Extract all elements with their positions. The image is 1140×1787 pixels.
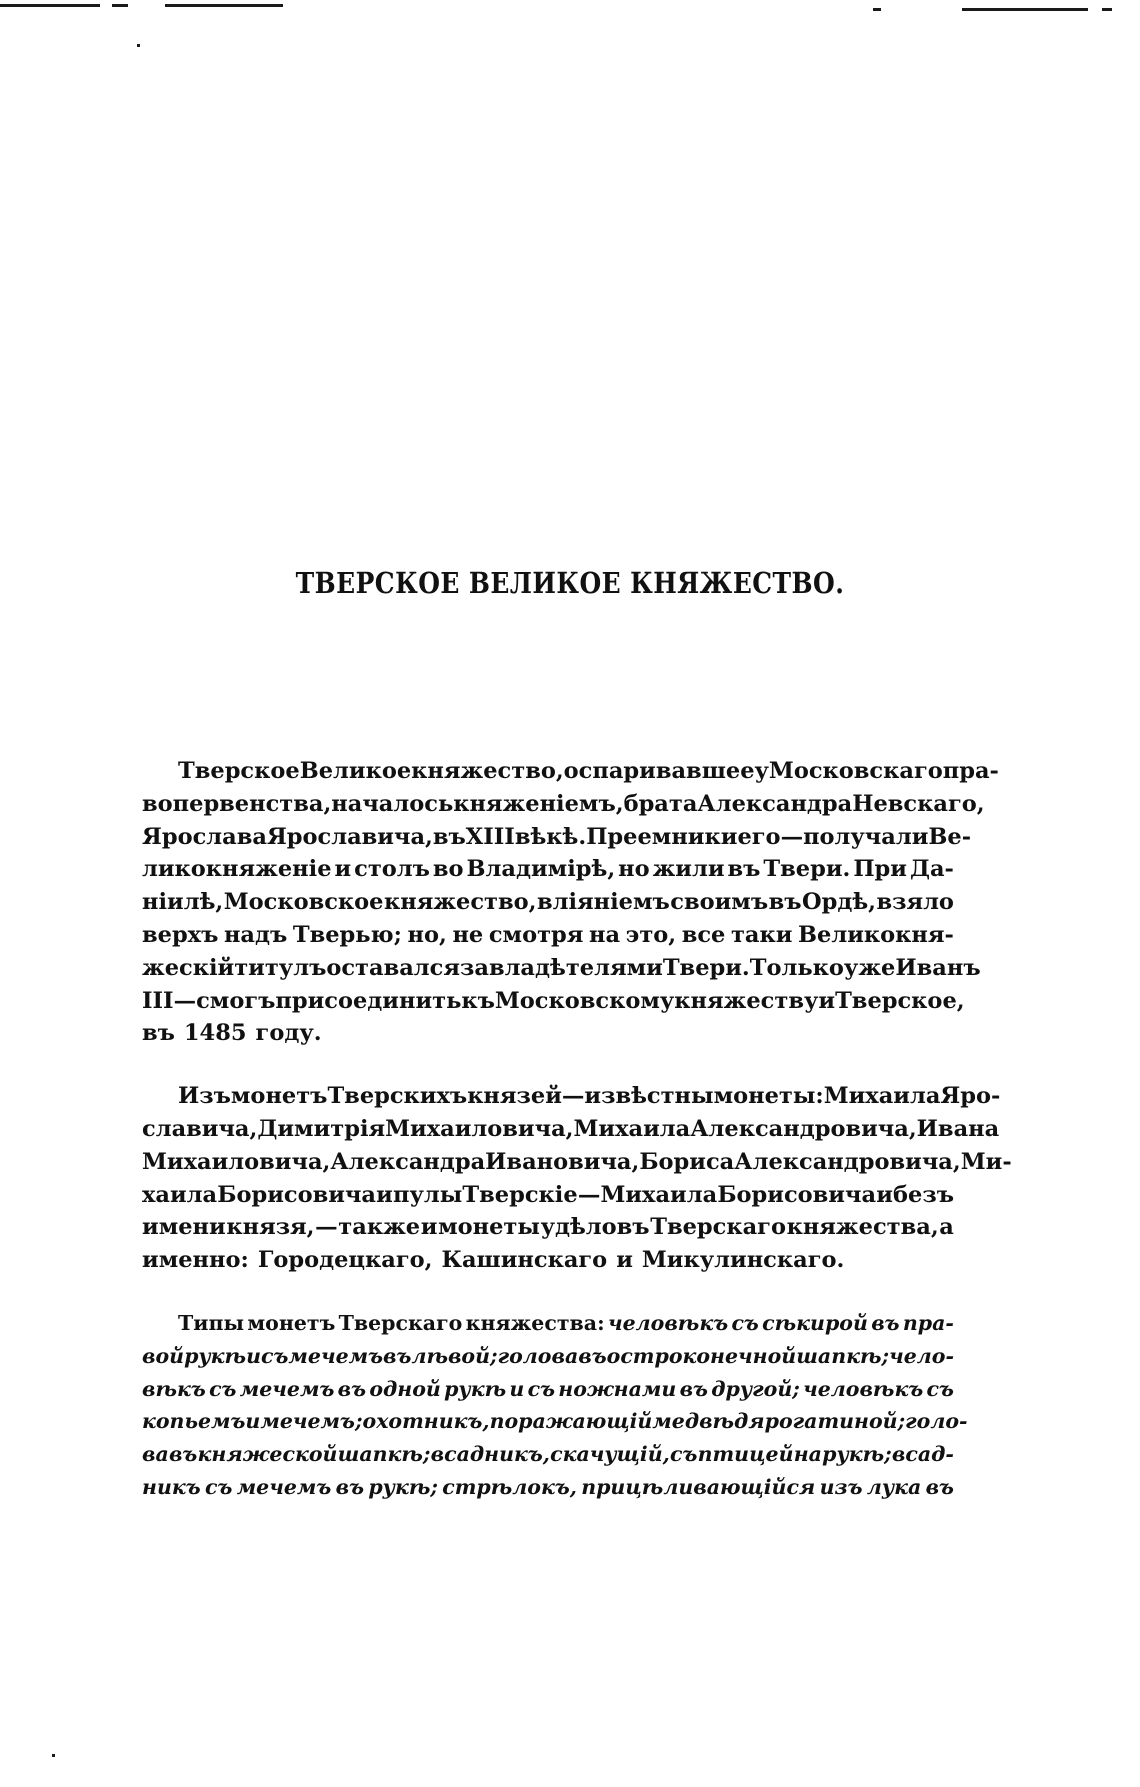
word: человѣкъ bbox=[607, 1310, 729, 1335]
word: титулъ bbox=[234, 954, 327, 981]
word: взяло bbox=[876, 889, 954, 916]
word: верхъ bbox=[142, 921, 219, 948]
word: надъ bbox=[223, 921, 288, 948]
word: столъ bbox=[354, 856, 430, 883]
word: птицей bbox=[697, 1442, 794, 1467]
word: — bbox=[577, 1181, 601, 1208]
word: извѣстны bbox=[584, 1083, 714, 1110]
word: никъ bbox=[142, 1474, 201, 1499]
paragraph-3 bbox=[142, 1307, 968, 1504]
word: вѣкѣ. bbox=[514, 823, 587, 850]
word: первенства, bbox=[172, 790, 332, 817]
text-line bbox=[142, 1405, 968, 1438]
text-line bbox=[142, 1080, 1001, 1113]
word: съ bbox=[669, 1442, 698, 1467]
word: Невскаго, bbox=[852, 790, 985, 817]
word: все bbox=[681, 921, 726, 948]
word: рукѣ bbox=[184, 1343, 247, 1368]
word: XIII bbox=[465, 823, 515, 850]
word: Московскому bbox=[494, 987, 675, 1014]
word: Тверское, bbox=[835, 987, 965, 1014]
word: Московскаго bbox=[768, 758, 943, 784]
text-line bbox=[142, 1373, 954, 1406]
scan-speck bbox=[137, 44, 140, 47]
word: у bbox=[754, 758, 769, 784]
word: Городецкаго, bbox=[257, 1247, 433, 1274]
word: Михаила bbox=[823, 1083, 941, 1110]
word: Александровича, bbox=[734, 1148, 961, 1175]
text-line bbox=[142, 1113, 1000, 1146]
word: Великое bbox=[299, 758, 412, 784]
word: присоединить bbox=[275, 987, 462, 1014]
word: ликокняженіе bbox=[142, 856, 332, 883]
text-line bbox=[142, 1179, 954, 1212]
word: Микулинскаго. bbox=[641, 1247, 845, 1274]
word: монеты bbox=[438, 1214, 540, 1241]
word: князей bbox=[467, 1083, 562, 1110]
word: голо- bbox=[905, 1409, 968, 1434]
word: всад- bbox=[891, 1442, 954, 1467]
word: лука bbox=[866, 1474, 922, 1499]
word: въ bbox=[383, 1343, 412, 1368]
word: и bbox=[818, 987, 836, 1014]
word: Ивана bbox=[916, 1115, 1000, 1142]
word: это, bbox=[625, 921, 677, 948]
word: съ bbox=[527, 1376, 555, 1401]
word: шапкѣ; bbox=[796, 1343, 890, 1368]
word: смотря bbox=[488, 921, 584, 948]
word: — bbox=[780, 823, 804, 850]
scan-mark-top-right-2 bbox=[1102, 8, 1112, 11]
text-line bbox=[142, 985, 965, 1018]
scan-mark-top-right bbox=[962, 8, 1088, 11]
word: оспаривавшее bbox=[563, 758, 755, 784]
word: княжество, bbox=[411, 758, 564, 784]
text-line bbox=[142, 919, 954, 952]
word: году. bbox=[255, 1020, 322, 1047]
word: и bbox=[509, 1376, 525, 1401]
word: Твери. bbox=[662, 954, 750, 981]
text-line bbox=[142, 1017, 954, 1050]
word: и bbox=[876, 1181, 893, 1208]
word: Ярославича, bbox=[266, 823, 433, 850]
word: копьемъ bbox=[142, 1409, 246, 1434]
word: прицѣливающійся bbox=[581, 1474, 816, 1499]
word: мечемъ bbox=[239, 1376, 335, 1401]
word: къ bbox=[461, 987, 495, 1014]
body-text bbox=[142, 755, 1012, 1534]
word: — bbox=[561, 1083, 585, 1110]
word: съ bbox=[209, 1376, 237, 1401]
word: во bbox=[142, 790, 173, 817]
text-line bbox=[142, 1146, 1012, 1179]
word: оставался bbox=[326, 954, 460, 981]
word: и bbox=[376, 1181, 393, 1208]
word: въ bbox=[337, 1376, 367, 1401]
word: скачущій, bbox=[550, 1442, 670, 1467]
word: пра- bbox=[942, 758, 999, 784]
word: монетъ bbox=[230, 1083, 328, 1110]
word: въ bbox=[871, 1310, 900, 1335]
word: Бориса bbox=[639, 1148, 735, 1175]
text-line bbox=[142, 1471, 954, 1504]
word: но, bbox=[407, 921, 447, 948]
word: съ bbox=[731, 1310, 759, 1335]
word: въ bbox=[679, 1376, 708, 1401]
text-line bbox=[142, 1438, 954, 1471]
word: и bbox=[246, 1343, 261, 1368]
word: и bbox=[420, 1214, 438, 1241]
word: Михаила bbox=[600, 1181, 718, 1208]
word: Александровича, bbox=[690, 1115, 917, 1142]
word: Тверскаго bbox=[650, 1214, 786, 1241]
word: славича, bbox=[142, 1115, 258, 1142]
word: Александра bbox=[697, 790, 853, 817]
word: пра- bbox=[902, 1310, 954, 1335]
word: изъ bbox=[819, 1474, 863, 1499]
word: имени bbox=[142, 1214, 226, 1241]
word: Владимірѣ, bbox=[466, 856, 616, 883]
word: Преемники bbox=[586, 823, 738, 850]
word: ніилѣ, bbox=[142, 889, 224, 916]
word: Ярослава bbox=[142, 823, 267, 850]
word: жескій bbox=[142, 954, 235, 981]
word: Изъ bbox=[178, 1083, 231, 1110]
word: чело- bbox=[889, 1343, 954, 1368]
scan-speck-bottom bbox=[52, 1754, 55, 1757]
text-line bbox=[142, 821, 972, 854]
word: — bbox=[173, 987, 197, 1014]
word: III bbox=[142, 987, 174, 1014]
word: Да- bbox=[909, 856, 954, 883]
scan-mark-top-left bbox=[0, 4, 100, 7]
word: но bbox=[618, 856, 650, 883]
text-line bbox=[142, 952, 981, 985]
word: вліяніемъ bbox=[536, 889, 670, 916]
word: княженіемъ, bbox=[453, 790, 624, 817]
word: Александра bbox=[330, 1148, 486, 1175]
word: съ bbox=[261, 1343, 289, 1368]
word: голова bbox=[497, 1343, 579, 1368]
word: другой; bbox=[711, 1376, 800, 1401]
text-line bbox=[142, 1307, 954, 1340]
word: получали bbox=[803, 823, 929, 850]
word: рукѣ; bbox=[368, 1474, 438, 1499]
word: за bbox=[459, 954, 489, 981]
word: рогатиной; bbox=[764, 1409, 906, 1434]
word: Ордѣ, bbox=[801, 889, 876, 916]
word: во bbox=[432, 856, 464, 883]
word: лѣвой; bbox=[411, 1343, 498, 1368]
word: остроконечной bbox=[606, 1343, 797, 1368]
word: Типы bbox=[178, 1310, 245, 1335]
page-title: ТВЕРСКОЕ ВЕЛИКОЕ КНЯЖЕСТВО. bbox=[295, 566, 845, 600]
word: съ bbox=[926, 1376, 954, 1401]
word: рукѣ; bbox=[822, 1442, 892, 1467]
word: княжества: bbox=[465, 1310, 605, 1335]
word: Великокня- bbox=[798, 921, 954, 948]
word: въ bbox=[432, 823, 466, 850]
word: началось bbox=[331, 790, 454, 817]
scan-mark-top-left-3 bbox=[165, 4, 283, 7]
word: рукѣ bbox=[444, 1376, 507, 1401]
word: Борисовича bbox=[217, 1181, 376, 1208]
word: мечемъ; bbox=[260, 1409, 363, 1434]
word: всадникъ, bbox=[430, 1442, 550, 1467]
word: Тверскіе bbox=[462, 1181, 578, 1208]
word: Иванъ bbox=[895, 954, 981, 981]
word: Тверскихъ bbox=[327, 1083, 468, 1110]
word: Тверскаго bbox=[338, 1310, 463, 1335]
word: уже bbox=[843, 954, 896, 981]
word: своимъ bbox=[670, 889, 769, 916]
word: удѣловъ bbox=[540, 1214, 650, 1241]
word: вой bbox=[142, 1343, 185, 1368]
word: стрѣлокъ, bbox=[442, 1474, 577, 1499]
text-line bbox=[142, 886, 954, 919]
word: Михаиловича, bbox=[385, 1115, 574, 1142]
word: Ивановича, bbox=[485, 1148, 640, 1175]
word: человѣкъ bbox=[803, 1376, 924, 1401]
word: Только bbox=[749, 954, 844, 981]
word: охотникъ, bbox=[362, 1409, 490, 1434]
word: ножнами bbox=[558, 1376, 677, 1401]
word: Твери. bbox=[763, 856, 851, 883]
word: на bbox=[793, 1442, 822, 1467]
word: Кашинскаго bbox=[441, 1247, 608, 1274]
word: мечемъ bbox=[288, 1343, 384, 1368]
word: также bbox=[338, 1214, 421, 1241]
word: княжеству bbox=[674, 987, 819, 1014]
scan-mark-top-left-2 bbox=[112, 4, 128, 7]
word: въ bbox=[168, 1442, 198, 1467]
word: на bbox=[588, 921, 621, 948]
word: не bbox=[452, 921, 484, 948]
word: монеты: bbox=[713, 1083, 824, 1110]
word: княжество, bbox=[383, 889, 537, 916]
word: съ bbox=[204, 1474, 233, 1499]
word: хаила bbox=[142, 1181, 218, 1208]
word: таки bbox=[730, 921, 793, 948]
word: безъ bbox=[893, 1181, 954, 1208]
word: При bbox=[853, 856, 907, 883]
word: князя, bbox=[226, 1214, 315, 1241]
word: одной bbox=[369, 1376, 441, 1401]
word: въ bbox=[335, 1474, 365, 1499]
word: Тверью; bbox=[292, 921, 402, 948]
word: смогъ bbox=[196, 987, 276, 1014]
text-line bbox=[142, 1340, 954, 1373]
word: монетъ bbox=[247, 1310, 336, 1335]
word: пулы bbox=[392, 1181, 463, 1208]
word: княжеской bbox=[197, 1442, 338, 1467]
word: княжества, bbox=[786, 1214, 939, 1241]
word: шапкѣ; bbox=[337, 1442, 431, 1467]
word: Ми- bbox=[960, 1148, 1012, 1175]
word: Борисовича bbox=[717, 1181, 877, 1208]
word: жили bbox=[652, 856, 725, 883]
text-line bbox=[142, 788, 985, 821]
word: въ bbox=[925, 1474, 954, 1499]
word: брата bbox=[623, 790, 698, 817]
word: а bbox=[939, 1214, 954, 1241]
word: поражающій bbox=[489, 1409, 653, 1434]
word: и bbox=[245, 1409, 261, 1434]
word: въ bbox=[142, 1020, 175, 1047]
word: и bbox=[616, 1247, 633, 1274]
word: въ bbox=[768, 889, 802, 916]
word: владѣтелями bbox=[488, 954, 663, 981]
paragraph-2 bbox=[142, 1080, 1012, 1277]
word: въ bbox=[578, 1343, 607, 1368]
word: Димитрія bbox=[257, 1115, 386, 1142]
word: въ bbox=[727, 856, 761, 883]
word: именно: bbox=[142, 1247, 249, 1274]
word: Михаиловича, bbox=[142, 1148, 331, 1175]
word: Ве- bbox=[928, 823, 972, 850]
word: сѣкирой bbox=[762, 1310, 868, 1335]
paragraph-1 bbox=[142, 755, 999, 1050]
text-line bbox=[142, 1244, 954, 1277]
scan-mark-top-mid bbox=[873, 8, 881, 11]
word: Тверское bbox=[178, 758, 300, 784]
word: его bbox=[737, 823, 781, 850]
word: Московское bbox=[223, 889, 384, 916]
text-line bbox=[142, 853, 954, 886]
word: вѣкъ bbox=[142, 1376, 206, 1401]
word: Михаила bbox=[573, 1115, 691, 1142]
word: — bbox=[315, 1214, 338, 1241]
text-line bbox=[142, 755, 999, 788]
word: и bbox=[334, 856, 352, 883]
word: медвѣдя bbox=[652, 1409, 765, 1434]
word: 1485 bbox=[183, 1020, 247, 1047]
word: Яро- bbox=[940, 1083, 1001, 1110]
word: мечемъ bbox=[236, 1474, 332, 1499]
word: ва bbox=[142, 1442, 169, 1467]
text-line bbox=[142, 1211, 954, 1244]
